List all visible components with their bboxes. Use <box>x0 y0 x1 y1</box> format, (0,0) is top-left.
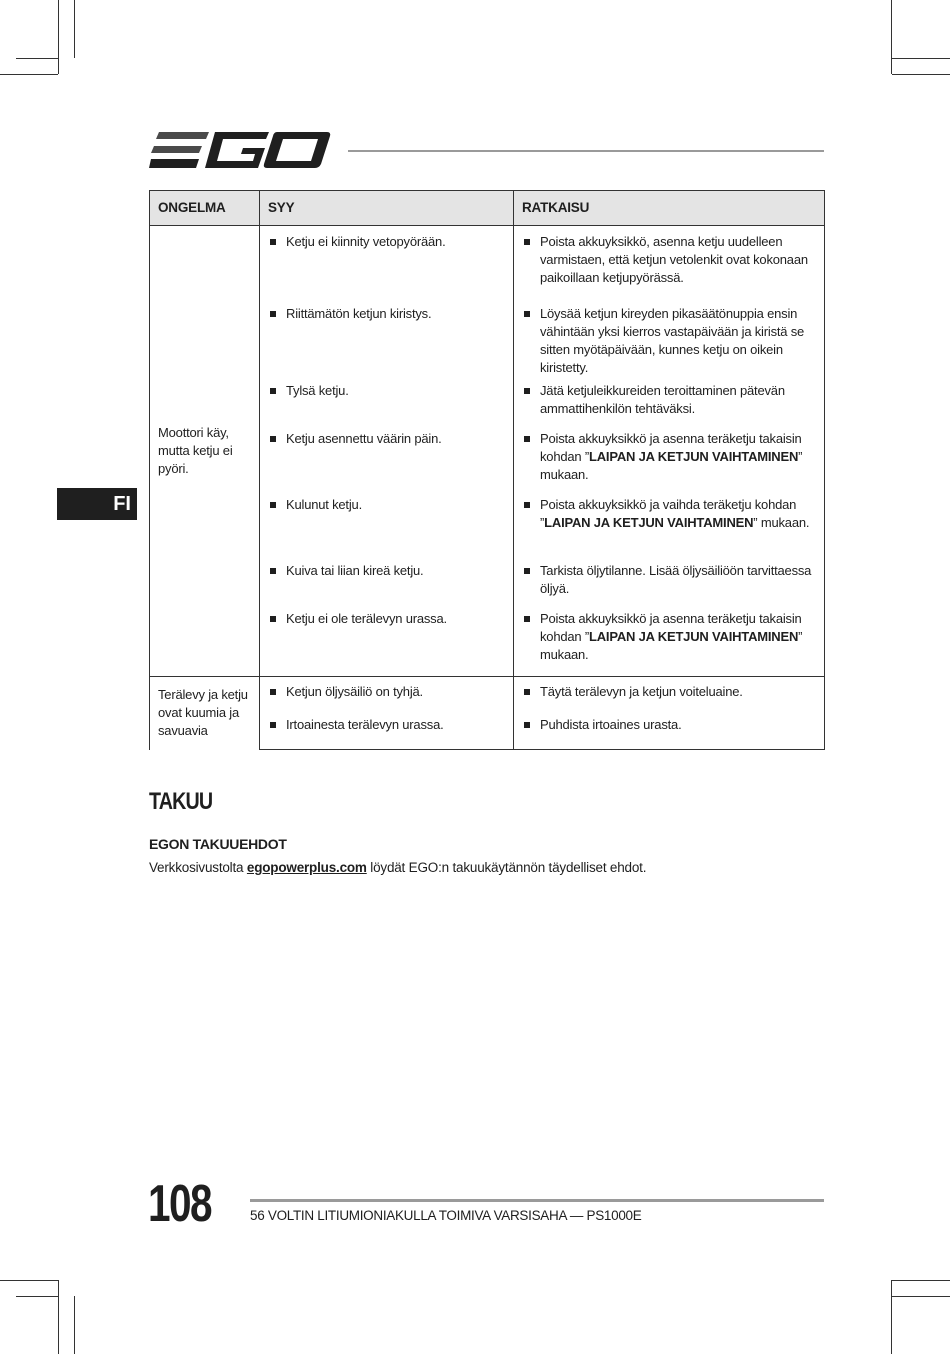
bullet-icon <box>524 722 530 728</box>
bullet-icon <box>270 388 276 394</box>
bullet-icon <box>524 436 530 442</box>
cause-text: Ketjun öljysäiliö on tyhjä. <box>286 684 423 699</box>
bullet-icon <box>524 689 530 695</box>
bullet-icon <box>524 388 530 394</box>
solution-text: Jätä ketjuleikkureiden teroittaminen pätevän ammattihenkilön tehtäväksi. <box>540 382 785 416</box>
section-title: TAKUU <box>149 788 213 815</box>
paragraph-text-end: löydät EGO:n takuukäytännön täydelliset ehdot. <box>366 860 647 875</box>
ego-logo <box>149 128 331 172</box>
crop-mark <box>58 1280 59 1354</box>
solution-text-end: ” mukaan. <box>540 448 803 482</box>
solution-text: Täytä terälevyn ja ketjun voiteluaine. <box>540 684 743 699</box>
section-reference: LAIPAN JA KETJUN VAIHTAMINEN <box>589 448 799 464</box>
solution-text: Puhdista irtoaines urasta. <box>540 716 682 732</box>
bullet-icon <box>270 239 276 245</box>
crop-mark <box>0 1280 58 1281</box>
bullet-icon <box>524 616 530 622</box>
solution-text: Löysää ketjun kireyden pikasäätönuppia ensin vähintään yksi kierros vastapäivään ja kiristä se sitten myötäpäivään, kunnes ketju on oikein kiristetty. <box>540 305 805 375</box>
crop-mark <box>16 58 58 59</box>
paragraph-text: Verkkosivustolta <box>149 860 247 875</box>
crop-mark <box>891 1280 892 1354</box>
cause-text: Irtoainesta terälevyn urassa. <box>286 716 444 732</box>
section-subtitle: EGON TAKUUEHDOT <box>149 836 287 852</box>
solution-text: Poista akkuyksikkö ja asenna teräketju takaisin kohdan ” <box>540 430 802 464</box>
warranty-paragraph <box>149 860 646 875</box>
cause-text: Kuiva tai liian kireä ketju. <box>286 562 424 578</box>
table-header-row <box>150 191 825 226</box>
footer-rule <box>250 1199 824 1202</box>
website-link[interactable]: egopowerplus.com <box>246 860 367 875</box>
bullet-icon <box>270 689 276 695</box>
crop-mark <box>74 0 75 58</box>
crop-mark <box>0 74 58 75</box>
solution-text: Poista akkuyksikkö ja vaihda teräketju kohdan ” <box>540 496 797 530</box>
footer-text: 56 VOLTIN LITIUMIONIAKULLA TOIMIVA VARSISAHA — PS1000E <box>250 1208 642 1223</box>
crop-mark <box>74 1296 75 1354</box>
bullet-icon <box>270 722 276 728</box>
troubleshooting-table <box>149 190 825 750</box>
bullet-icon <box>270 311 276 317</box>
section-reference: LAIPAN JA KETJUN VAIHTAMINEN <box>544 514 754 530</box>
crop-mark <box>891 0 892 74</box>
cause-text: Ketju asennettu väärin päin. <box>286 430 442 446</box>
language-tab: FI <box>57 488 137 520</box>
solution-text: Poista akkuyksikkö, asenna ketju uudelleen varmistaen, että ketjun vetolenkit ovat kokonaan paikoillaan ketjupyörässä. <box>540 234 808 285</box>
solution-text: Tarkista öljytilanne. Lisää öljysäiliöön tarvittaessa öljyä. <box>540 562 812 596</box>
bullet-icon <box>524 568 530 574</box>
bullet-icon <box>270 502 276 508</box>
crop-mark <box>58 0 59 74</box>
crop-mark <box>892 74 950 75</box>
section-reference: LAIPAN JA KETJUN VAIHTAMINEN <box>589 628 799 644</box>
solution-text-end: ” mukaan. <box>753 514 810 530</box>
cause-text: Ketju ei ole terälevyn urassa. <box>286 610 447 626</box>
crop-mark <box>892 1280 950 1281</box>
solution-text-end: ” mukaan. <box>540 628 803 662</box>
crop-mark <box>892 58 950 59</box>
bullet-icon <box>270 616 276 622</box>
problem-cell: Terälevy ja ketju ovat kuumia ja savuavia <box>150 677 260 750</box>
header-cause: SYY <box>260 191 514 226</box>
header-rule <box>348 150 824 152</box>
crop-mark <box>16 1296 58 1297</box>
bullet-icon <box>524 311 530 317</box>
cause-text: Tylsä ketju. <box>286 382 349 398</box>
header-problem: ONGELMA <box>150 191 260 226</box>
header-solution: RATKAISU <box>514 191 825 226</box>
bullet-icon <box>524 239 530 245</box>
page-number: 108 <box>148 1175 211 1233</box>
crop-mark <box>892 1296 950 1297</box>
table-row <box>150 226 825 298</box>
cause-text: Riittämätön ketjun kiristys. <box>286 305 432 321</box>
cause-text: Kulunut ketju. <box>286 496 362 512</box>
problem-cell: Moottori käy, mutta ketju ei pyöri. <box>150 226 260 677</box>
table-row <box>150 677 825 710</box>
bullet-icon <box>524 502 530 508</box>
cause-text: Ketju ei kiinnity vetopyörään. <box>286 234 446 249</box>
solution-text: Poista akkuyksikkö ja asenna teräketju takaisin kohdan ” <box>540 610 802 644</box>
bullet-icon <box>270 436 276 442</box>
bullet-icon <box>270 568 276 574</box>
